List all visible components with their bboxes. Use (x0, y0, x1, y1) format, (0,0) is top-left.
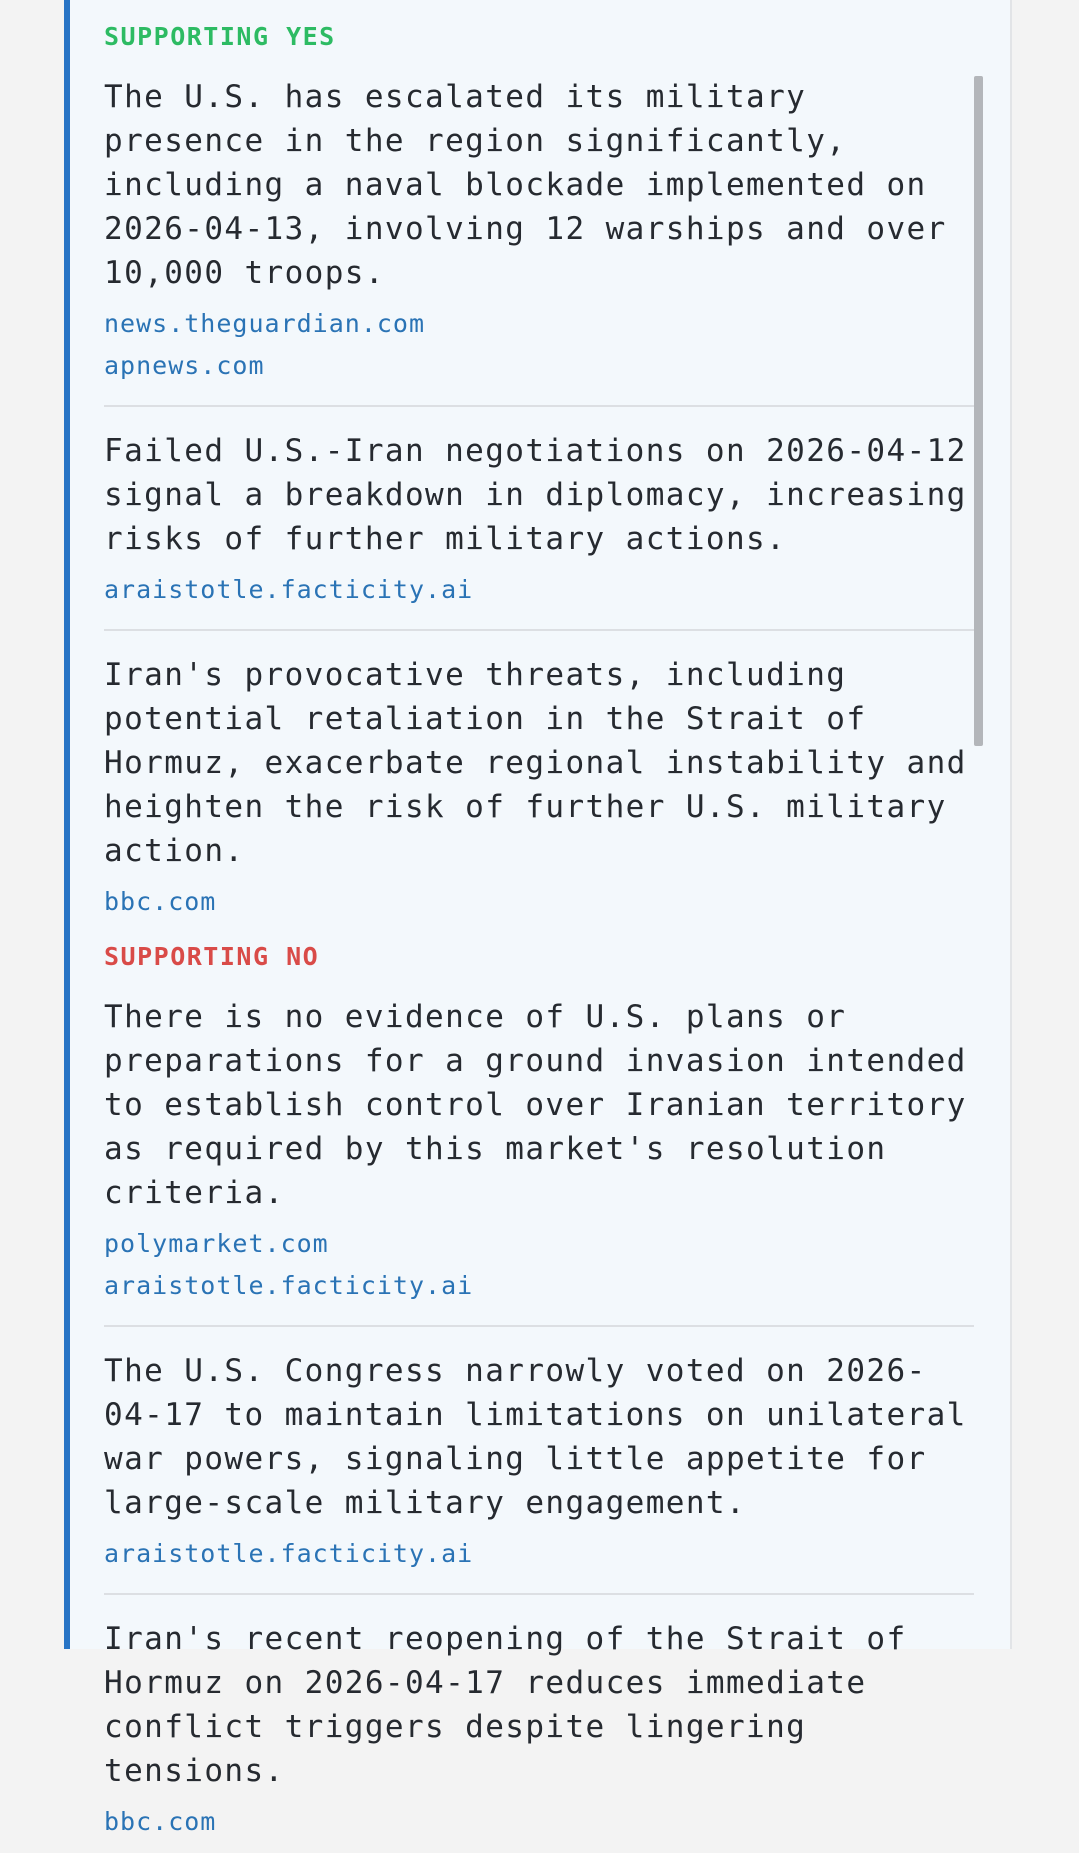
source-link[interactable]: bbc.com (104, 1807, 217, 1836)
yes-evidence-item-2 (104, 407, 974, 631)
evidence-text: Failed U.S.-Iran negotiations on 2026-04-12 signal a breakdown in diplomacy, increasing risks of further military actions. (104, 433, 967, 557)
evidence-text: The U.S. Congress narrowly voted on 2026-04-17 to maintain limitations on unilateral war powers, signaling little appetite for large-scale military engagement. (104, 1353, 967, 1521)
scrollbar-thumb[interactable] (974, 76, 983, 746)
source-link[interactable]: araistotle.facticity.ai (104, 1271, 474, 1300)
no-evidence-item-2 (104, 1327, 974, 1595)
source-link[interactable]: araistotle.facticity.ai (104, 575, 474, 604)
evidence-text: Iran's recent reopening of the Strait of Hormuz on 2026-04-17 reduces immediate conflict triggers despite lingering tensions. (104, 1621, 907, 1789)
evidence-text: Iran's provocative threats, including potential retaliation in the Strait of Hormuz, exacerbate regional instability and heighten the risk of further U.S. military action. (104, 657, 967, 869)
no-evidence-item-3 (104, 1595, 974, 1853)
no-evidence-item-1 (104, 973, 974, 1327)
evidence-text: The U.S. has escalated its military presence in the region significantly, including a naval blockade implemented on 2026-04-13, involving 12 warships and over 10,000 troops. (104, 79, 947, 291)
yes-evidence-item-1 (104, 53, 974, 407)
source-link[interactable]: apnews.com (104, 351, 265, 380)
evidence-text: There is no evidence of U.S. plans or preparations for a ground invasion intended to establish control over Iranian territory as required by this market's resolution criteria. (104, 999, 967, 1211)
evidence-content (104, 0, 974, 1853)
source-link[interactable]: bbc.com (104, 887, 217, 916)
source-link[interactable]: news.theguardian.com (104, 309, 426, 338)
source-link[interactable]: araistotle.facticity.ai (104, 1539, 474, 1568)
supporting-no-heading: SUPPORTING NO (104, 942, 320, 971)
source-link[interactable]: polymarket.com (104, 1229, 329, 1258)
supporting-yes-heading: SUPPORTING YES (104, 22, 336, 51)
yes-evidence-item-3 (104, 631, 974, 933)
evidence-card (64, 0, 1012, 1836)
